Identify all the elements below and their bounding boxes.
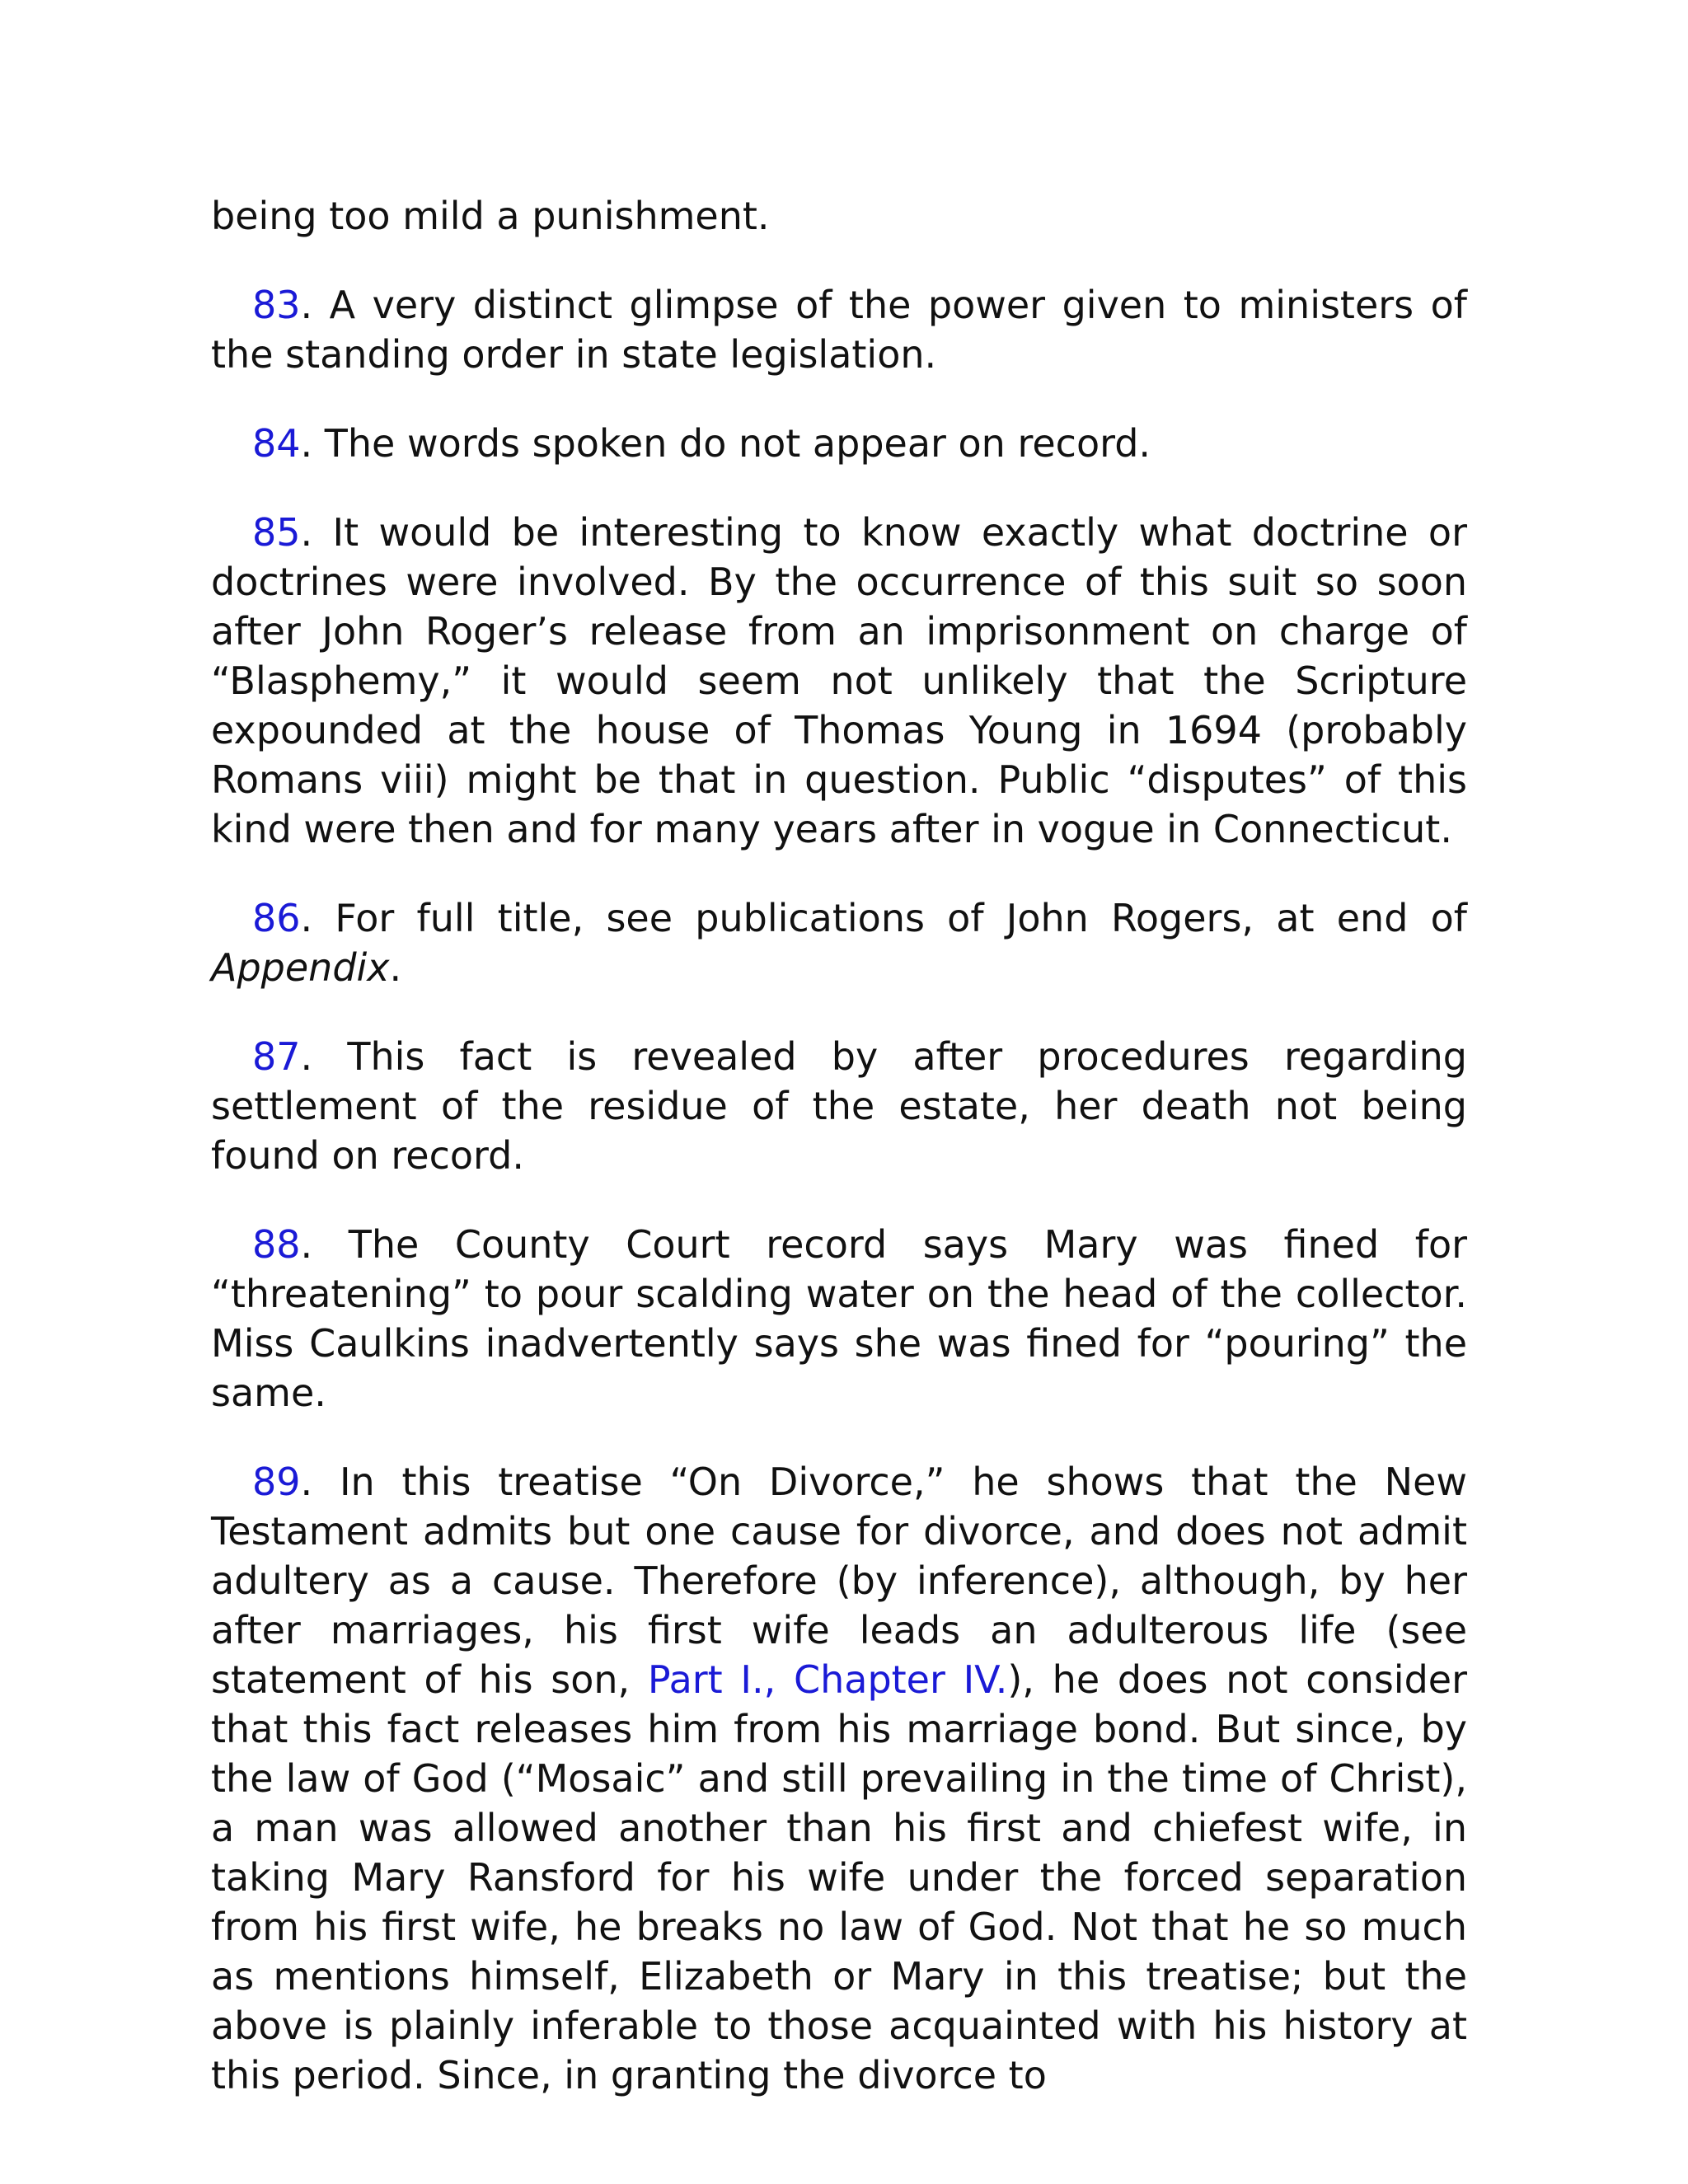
footnote-89 — [211, 1457, 1467, 2100]
footnote-88 — [211, 1220, 1467, 1418]
continuation-paragraph — [211, 191, 1467, 241]
footnote-text: . The words spoken do not appear on record. — [300, 421, 1151, 466]
footnote-text-end: . — [389, 945, 402, 990]
chapter-link[interactable]: Part I., Chapter IV. — [647, 1657, 1008, 1702]
footnote-number-link[interactable]: 87 — [252, 1034, 301, 1079]
footnote-number-link[interactable]: 84 — [252, 421, 301, 466]
footnote-85 — [211, 508, 1467, 854]
footnote-text: . A very distinct glimpse of the power given to ministers of the standing order in state legislation. — [211, 283, 1467, 377]
footnote-text: . For full title, see publications of John Rogers, at end of — [300, 896, 1467, 940]
footnote-text: . The County Court record says Mary was fined for “threatening” to pour scalding water on the head of the collector. Miss Caulkins inadvertently says she was fined for “pouring” the same. — [211, 1222, 1467, 1415]
footnote-text: . This fact is revealed by after procedures regarding settlement of the residue of the estate, her death not being found on record. — [211, 1034, 1467, 1178]
continuation-text: being too mild a punishment. — [211, 194, 770, 238]
footnote-number-link[interactable]: 85 — [252, 510, 301, 555]
footnote-text-end: ), he does not consider that this fact releases him from his marriage bond. But since, by the law of God (“Mosaic” and still prevailing in the time of Christ), a man was allowed another than his first and chiefest wife, in taking Mary Ransford for his wife under the forced separation from his first wife, he breaks no law of God. Not that he so much as mentions himself, Elizabeth or Mary in this treatise; but the above is plainly inferable to those acquainted with his history at this period. Since, in granting the divorce to — [211, 1657, 1468, 2097]
appendix-italic: Appendix — [211, 945, 390, 990]
footnote-number-link[interactable]: 83 — [252, 283, 301, 327]
footnote-number-link[interactable]: 86 — [252, 896, 301, 940]
footnote-84 — [211, 419, 1467, 468]
footnote-text: . In this treatise “On Divorce,” he shows that the New Testament admits but one cause for divorce, and does not admit adultery as a cause. Therefore (by inference), although, by her after marriages, his first wife leads an adulterous life (see statement of his son, — [211, 1460, 1467, 1702]
footnote-text: . It would be interesting to know exactly what doctrine or doctrines were involved. By the occurrence of this suit so soon after John Roger’s release from an imprisonment on charge of “Blasphemy,” it would seem not unlikely that the Scripture expounded at the house of Thomas Young in 1694 (probably Romans viii) might be that in question. Public “disputes” of this kind were then and for many years after in vogue in Connecticut. — [211, 510, 1467, 851]
footnote-83 — [211, 280, 1467, 379]
footnote-number-link[interactable]: 88 — [252, 1222, 301, 1267]
footnote-number-link[interactable]: 89 — [252, 1460, 301, 1504]
document-page — [211, 191, 1467, 2139]
footnote-87 — [211, 1032, 1467, 1180]
footnote-86 — [211, 893, 1467, 992]
